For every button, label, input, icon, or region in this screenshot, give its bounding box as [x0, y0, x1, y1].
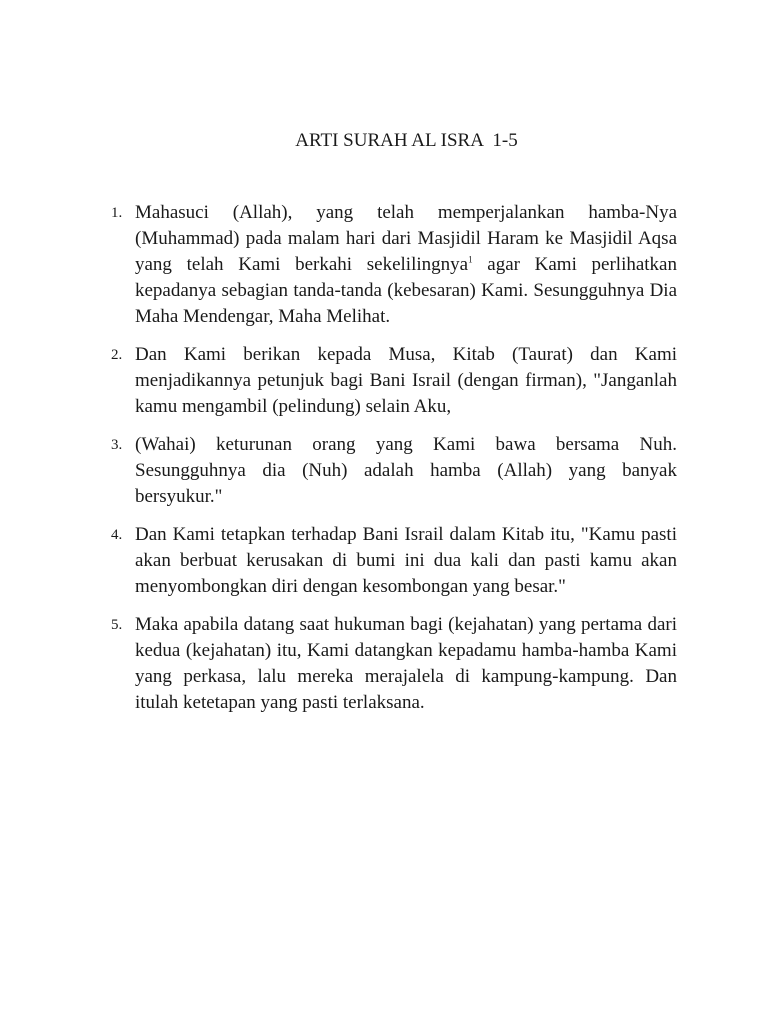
item-text: Dan Kami tetapkan terhadap Bani Israil dalam Kitab itu, "Kamu pasti akan berbuat kerusakan di bumi ini dua kali dan pasti kamu akan menyombongkan diri dengan kesombongan yang besar.": [135, 524, 677, 597]
item-number: 5.: [111, 617, 123, 633]
item-text-before: Mahasuci (Allah), yang telah memperjalankan hamba-Nya (Muhammad) pada malam hari dari Masjidil Haram ke Masjidil Aqsa yang telah Kami berkahi sekelilingnya: [135, 202, 677, 275]
item-text: [135, 200, 677, 330]
item-text-after: agar Kami perlihatkan kepadanya sebagian tanda-tanda (kebesaran) Kami. Sesungguhnya Dia Maha Mendengar, Maha Melihat.: [135, 254, 677, 327]
list-item: [105, 432, 677, 510]
item-number: 1.: [111, 205, 123, 221]
item-text: Maka apabila datang saat hukuman bagi (kejahatan) yang pertama dari kedua (kejahatan) itu, Kami datangkan kepadamu hamba-hamba Kami yang perkasa, lalu mereka merajalela di kampung-kampung. Dan itulah ketetapan yang pasti terlaksana.: [135, 614, 677, 713]
item-number: 4.: [111, 527, 123, 543]
item-number: 3.: [111, 437, 123, 453]
item-number: 2.: [111, 347, 123, 363]
footnote-marker: 1: [468, 254, 473, 265]
item-text: (Wahai) keturunan orang yang Kami bawa bersama Nuh. Sesungguhnya dia (Nuh) adalah hamba (Allah) yang banyak bersyukur.": [135, 434, 677, 507]
list-item: [105, 342, 677, 420]
item-text: Dan Kami berikan kepada Musa, Kitab (Taurat) dan Kami menjadikannya petunjuk bagi Bani Israil (dengan firman), "Janganlah kamu mengambil (pelindung) selain Aku,: [135, 344, 677, 417]
list-item: [105, 522, 677, 600]
list-item: [105, 612, 677, 716]
verse-list: [105, 200, 677, 728]
document-title: ARTI SURAH AL ISRA 1-5: [295, 130, 518, 151]
list-item: [105, 200, 677, 330]
